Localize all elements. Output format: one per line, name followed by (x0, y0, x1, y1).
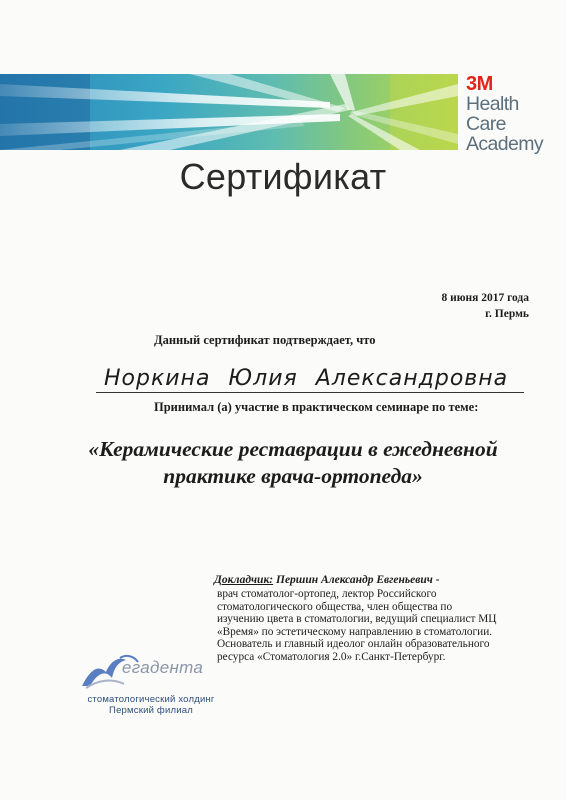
brand-block (466, 74, 562, 154)
topic-line-1: «Керамические реставрации в ежедневной (88, 437, 498, 461)
megadenta-logo (76, 650, 226, 716)
3m-logo: 3M (466, 73, 493, 95)
brand-line-care: Care (466, 113, 506, 135)
speaker-bio-line-6: ресурса «Стоматология 2.0» г.Санкт-Петербург. (217, 650, 446, 663)
speaker-bio-line-2: стоматологического общества, член общества по (217, 600, 453, 613)
megadenta-mark (76, 650, 226, 694)
speaker-bio-line-1: врач стоматолог-ортопед, лектор Российского (217, 588, 437, 600)
seminar-topic (40, 436, 546, 490)
speaker-label: Докладчик: (214, 574, 274, 586)
certificate-title: Сертификат (179, 156, 387, 197)
date-block (441, 290, 529, 322)
header-banner (0, 74, 458, 150)
certificate-date: 8 июня 2017 года (441, 292, 529, 304)
participation-text: Принимал (а) участие в практическом семинаре по теме: (154, 400, 479, 414)
megadenta-subtitle-2: Пермский филиал (109, 705, 193, 716)
brand-line-health: Health (466, 93, 519, 115)
speaker-bio-line-4: «Время» по эстетическому направлению в стоматологии. (217, 625, 493, 638)
speaker-bio-line-3: изучению цвета в стоматологии, ведущий специалист МЦ (217, 613, 497, 626)
megadenta-subtitle-1: стоматологический холдинг (87, 694, 215, 705)
recipient-name: Норкина Юлия Александровна (104, 366, 509, 391)
topic-line-2: практике врача-ортопеда» (163, 464, 423, 488)
speaker-name: Першин Александр Евгеньевич - (273, 574, 440, 586)
confirm-text: Данный сертификат подтверждает, что (154, 333, 376, 347)
certificate-city: г. Пермь (485, 308, 529, 320)
brand-line-academy: Academy (466, 133, 544, 155)
megadenta-brand-text: егадента (122, 658, 204, 677)
speaker-block (214, 570, 514, 664)
speaker-bio-line-5: Основатель и главный идеолог онлайн образовательного (217, 638, 490, 651)
name-underline (96, 392, 524, 393)
